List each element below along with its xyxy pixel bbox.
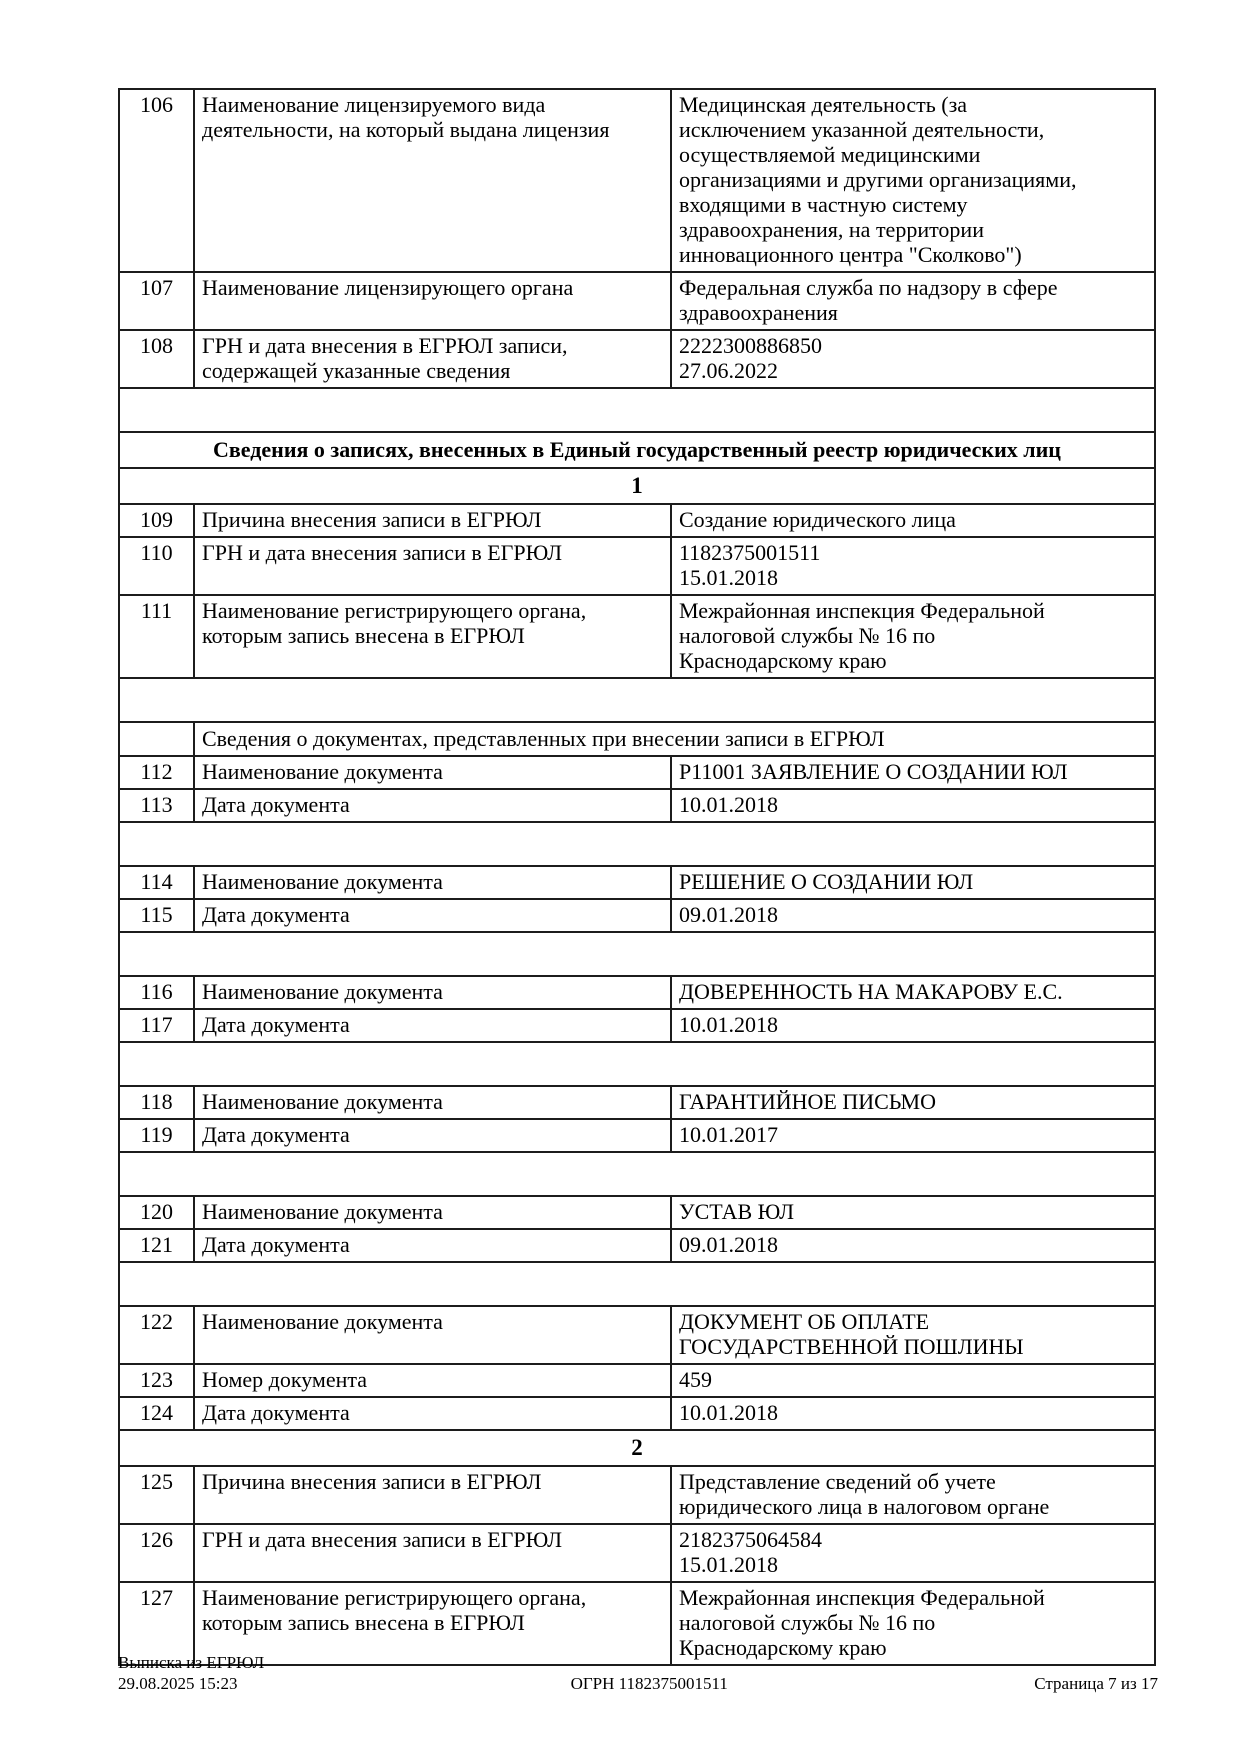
table-row-117 bbox=[119, 1009, 1155, 1042]
row-number-cell: 122 bbox=[119, 1306, 194, 1364]
value-line: здравоохранения, на территории bbox=[679, 217, 984, 242]
label-line: Дата документа bbox=[202, 1012, 350, 1037]
footer-doc-title: Выписка из ЕГРЮЛ bbox=[118, 1653, 265, 1672]
value-line: 10.01.2018 bbox=[679, 1400, 778, 1425]
value-line: здравоохранения bbox=[679, 300, 838, 325]
row-value-cell bbox=[671, 1524, 1155, 1582]
row-value-cell bbox=[671, 899, 1155, 932]
row-number-cell: 106 bbox=[119, 89, 194, 272]
footer-left-block bbox=[118, 1652, 264, 1694]
row-value-cell bbox=[671, 1196, 1155, 1229]
table-row-group-number bbox=[119, 468, 1155, 504]
label-line: Дата документа bbox=[202, 1232, 350, 1257]
value-line: ДОКУМЕНТ ОБ ОПЛАТЕ bbox=[679, 1309, 930, 1334]
value-line: налоговой службы № 16 по bbox=[679, 623, 936, 648]
row-label-cell bbox=[194, 330, 671, 388]
row-label-cell bbox=[194, 1524, 671, 1582]
row-number-cell-empty bbox=[119, 722, 194, 756]
row-value-cell bbox=[671, 1364, 1155, 1397]
spacer-cell bbox=[119, 822, 1155, 866]
table-row-section-header bbox=[119, 432, 1155, 468]
row-label-cell bbox=[194, 537, 671, 595]
row-value-cell bbox=[671, 789, 1155, 822]
value-line: Краснодарскому краю bbox=[679, 648, 887, 673]
value-line: РЕШЕНИЕ О СОЗДАНИИ ЮЛ bbox=[679, 869, 974, 894]
row-label-cell bbox=[194, 595, 671, 678]
row-number-cell: 123 bbox=[119, 1364, 194, 1397]
value-line: 15.01.2018 bbox=[679, 565, 778, 590]
row-number-cell: 125 bbox=[119, 1466, 194, 1524]
value-line: 09.01.2018 bbox=[679, 902, 778, 927]
label-line: Наименование лицензируемого вида bbox=[202, 92, 546, 117]
table-row-122 bbox=[119, 1306, 1155, 1364]
label-line: ГРН и дата внесения в ЕГРЮЛ записи, bbox=[202, 333, 568, 358]
label-line: Наименование лицензирующего органа bbox=[202, 275, 574, 300]
table-row-120 bbox=[119, 1196, 1155, 1229]
row-label-cell bbox=[194, 272, 671, 330]
label-line: Номер документа bbox=[202, 1367, 368, 1392]
value-line: 09.01.2018 bbox=[679, 1232, 778, 1257]
table-row-112 bbox=[119, 756, 1155, 789]
value-line: 10.01.2018 bbox=[679, 792, 778, 817]
spacer-cell bbox=[119, 678, 1155, 722]
value-line: ДОВЕРЕННОСТЬ НА МАКАРОВУ Е.С. bbox=[679, 979, 1063, 1004]
label-line: Наименование документа bbox=[202, 1309, 443, 1334]
row-value-cell bbox=[671, 595, 1155, 678]
value-line: Федеральная служба по надзору в сфере bbox=[679, 275, 1058, 300]
row-number-cell: 120 bbox=[119, 1196, 194, 1229]
table-row-group-number bbox=[119, 1430, 1155, 1466]
table-row-116 bbox=[119, 976, 1155, 1009]
row-label-cell bbox=[194, 1466, 671, 1524]
value-line: 2222300886850 bbox=[679, 333, 822, 358]
spacer-cell bbox=[119, 932, 1155, 976]
label-line: Причина внесения записи в ЕГРЮЛ bbox=[202, 1469, 542, 1494]
value-line: организациями и другими организациями, bbox=[679, 167, 1077, 192]
table-row-108 bbox=[119, 330, 1155, 388]
table-row-spacer bbox=[119, 1152, 1155, 1196]
table-row-119 bbox=[119, 1119, 1155, 1152]
footer-ogrn: ОГРН 1182375001511 bbox=[570, 1674, 728, 1693]
table-row-110 bbox=[119, 537, 1155, 595]
spacer-cell bbox=[119, 1042, 1155, 1086]
table-row-spacer bbox=[119, 678, 1155, 722]
row-label-cell bbox=[194, 1119, 671, 1152]
value-line: 1182375001511 bbox=[679, 540, 821, 565]
egrul-table bbox=[118, 88, 1156, 1666]
row-label-cell bbox=[194, 866, 671, 899]
table-row-118 bbox=[119, 1086, 1155, 1119]
row-value-cell bbox=[671, 537, 1155, 595]
row-number-cell: 124 bbox=[119, 1397, 194, 1430]
row-value-cell bbox=[671, 89, 1155, 272]
row-number-cell: 111 bbox=[119, 595, 194, 678]
label-line: Дата документа bbox=[202, 792, 350, 817]
table-row-111 bbox=[119, 595, 1155, 678]
value-line: 10.01.2017 bbox=[679, 1122, 778, 1147]
row-number-cell: 112 bbox=[119, 756, 194, 789]
label-line: ГРН и дата внесения записи в ЕГРЮЛ bbox=[202, 1527, 563, 1552]
row-number-cell: 118 bbox=[119, 1086, 194, 1119]
row-label-cell bbox=[194, 1229, 671, 1262]
row-value-cell bbox=[671, 330, 1155, 388]
table-row-115 bbox=[119, 899, 1155, 932]
row-number-cell: 115 bbox=[119, 899, 194, 932]
table-row-spacer bbox=[119, 822, 1155, 866]
row-value-cell bbox=[671, 976, 1155, 1009]
row-value-cell bbox=[671, 1306, 1155, 1364]
label-line: Наименование документа bbox=[202, 1089, 443, 1114]
row-value-cell bbox=[671, 1229, 1155, 1262]
row-label-cell bbox=[194, 1196, 671, 1229]
row-label-cell bbox=[194, 1086, 671, 1119]
row-number-cell: 121 bbox=[119, 1229, 194, 1262]
value-line: 459 bbox=[679, 1367, 712, 1392]
label-line: Наименование документа bbox=[202, 979, 443, 1004]
value-line: УСТАВ ЮЛ bbox=[679, 1199, 795, 1224]
table-row-spacer bbox=[119, 1262, 1155, 1306]
label-line: деятельности, на который выдана лицензия bbox=[202, 117, 610, 142]
row-value-cell bbox=[671, 1397, 1155, 1430]
table-row-106 bbox=[119, 89, 1155, 272]
row-value-cell bbox=[671, 1466, 1155, 1524]
label-line: Дата документа bbox=[202, 1400, 350, 1425]
table-row-subheader bbox=[119, 722, 1155, 756]
table-row-spacer bbox=[119, 932, 1155, 976]
row-value-cell bbox=[671, 866, 1155, 899]
value-line: Межрайонная инспекция Федеральной bbox=[679, 1585, 1045, 1610]
row-label-cell bbox=[194, 1306, 671, 1364]
section-header-cell: Сведения о записях, внесенных в Единый государственный реестр юридических лиц bbox=[119, 432, 1155, 468]
value-line: Медицинская деятельность (за bbox=[679, 92, 968, 117]
row-label-cell bbox=[194, 504, 671, 537]
spacer-cell bbox=[119, 1262, 1155, 1306]
row-number-cell: 117 bbox=[119, 1009, 194, 1042]
row-label-cell bbox=[194, 756, 671, 789]
spacer-cell bbox=[119, 388, 1155, 432]
label-line: которым запись внесена в ЕГРЮЛ bbox=[202, 623, 525, 648]
row-label-cell bbox=[194, 1009, 671, 1042]
row-label-cell bbox=[194, 1364, 671, 1397]
table-row-113 bbox=[119, 789, 1155, 822]
value-line: 27.06.2022 bbox=[679, 358, 778, 383]
label-line: Наименование документа bbox=[202, 869, 443, 894]
table-row-123 bbox=[119, 1364, 1155, 1397]
subheader-cell: Сведения о документах, представленных при внесении записи в ЕГРЮЛ bbox=[194, 722, 1155, 756]
value-line: юридического лица в налоговом органе bbox=[679, 1494, 1050, 1519]
label-line: Наименование документа bbox=[202, 1199, 443, 1224]
row-value-cell bbox=[671, 272, 1155, 330]
row-number-cell: 116 bbox=[119, 976, 194, 1009]
label-line: Дата документа bbox=[202, 902, 350, 927]
table-row-107 bbox=[119, 272, 1155, 330]
row-label-cell bbox=[194, 976, 671, 1009]
table-row-spacer bbox=[119, 1042, 1155, 1086]
row-label-cell bbox=[194, 789, 671, 822]
value-line: Межрайонная инспекция Федеральной bbox=[679, 598, 1045, 623]
value-line: ГОСУДАРСТВЕННОЙ ПОШЛИНЫ bbox=[679, 1334, 1024, 1359]
spacer-cell bbox=[119, 1152, 1155, 1196]
row-number-cell: 110 bbox=[119, 537, 194, 595]
row-number-cell: 109 bbox=[119, 504, 194, 537]
row-label-cell bbox=[194, 1397, 671, 1430]
table-row-121 bbox=[119, 1229, 1155, 1262]
row-value-cell bbox=[671, 504, 1155, 537]
value-line: Р11001 ЗАЯВЛЕНИЕ О СОЗДАНИИ ЮЛ bbox=[679, 759, 1068, 784]
value-line: Создание юридического лица bbox=[679, 507, 956, 532]
footer-datetime: 29.08.2025 15:23 bbox=[118, 1674, 238, 1693]
table-row-109 bbox=[119, 504, 1155, 537]
row-value-cell bbox=[671, 1009, 1155, 1042]
row-number-cell: 114 bbox=[119, 866, 194, 899]
label-line: Наименование документа bbox=[202, 759, 443, 784]
table-row-124 bbox=[119, 1397, 1155, 1430]
table-row-125 bbox=[119, 1466, 1155, 1524]
row-number-cell: 113 bbox=[119, 789, 194, 822]
value-line: ГАРАНТИЙНОЕ ПИСЬМО bbox=[679, 1089, 936, 1114]
value-line: налоговой службы № 16 по bbox=[679, 1610, 936, 1635]
value-line: Краснодарскому краю bbox=[679, 1635, 887, 1660]
value-line: исключением указанной деятельности, bbox=[679, 117, 1045, 142]
label-line: Причина внесения записи в ЕГРЮЛ bbox=[202, 507, 542, 532]
row-label-cell bbox=[194, 899, 671, 932]
table-row-spacer bbox=[119, 388, 1155, 432]
label-line: ГРН и дата внесения записи в ЕГРЮЛ bbox=[202, 540, 563, 565]
label-line: Наименование регистрирующего органа, bbox=[202, 598, 587, 623]
row-value-cell bbox=[671, 1119, 1155, 1152]
footer-page-number: Страница 7 из 17 bbox=[1034, 1674, 1158, 1693]
label-line: которым запись внесена в ЕГРЮЛ bbox=[202, 1610, 525, 1635]
value-line: 10.01.2018 bbox=[679, 1012, 778, 1037]
row-number-cell: 108 bbox=[119, 330, 194, 388]
row-label-cell bbox=[194, 89, 671, 272]
row-number-cell: 107 bbox=[119, 272, 194, 330]
page-footer bbox=[118, 1652, 1158, 1694]
value-line: входящими в частную систему bbox=[679, 192, 968, 217]
label-line: содержащей указанные сведения bbox=[202, 358, 511, 383]
row-number-cell: 127 bbox=[119, 1582, 194, 1665]
value-line: инновационного центра "Сколково") bbox=[679, 242, 1022, 267]
table-row-114 bbox=[119, 866, 1155, 899]
group-number-cell: 1 bbox=[119, 468, 1155, 504]
group-number-cell: 2 bbox=[119, 1430, 1155, 1466]
table-row-126 bbox=[119, 1524, 1155, 1582]
value-line: Представление сведений об учете bbox=[679, 1469, 996, 1494]
row-value-cell bbox=[671, 1086, 1155, 1119]
value-line: осуществляемой медицинскими bbox=[679, 142, 981, 167]
row-number-cell: 119 bbox=[119, 1119, 194, 1152]
label-line: Дата документа bbox=[202, 1122, 350, 1147]
row-number-cell: 126 bbox=[119, 1524, 194, 1582]
row-value-cell bbox=[671, 756, 1155, 789]
value-line: 2182375064584 bbox=[679, 1527, 822, 1552]
label-line: Наименование регистрирующего органа, bbox=[202, 1585, 587, 1610]
value-line: 15.01.2018 bbox=[679, 1552, 778, 1577]
